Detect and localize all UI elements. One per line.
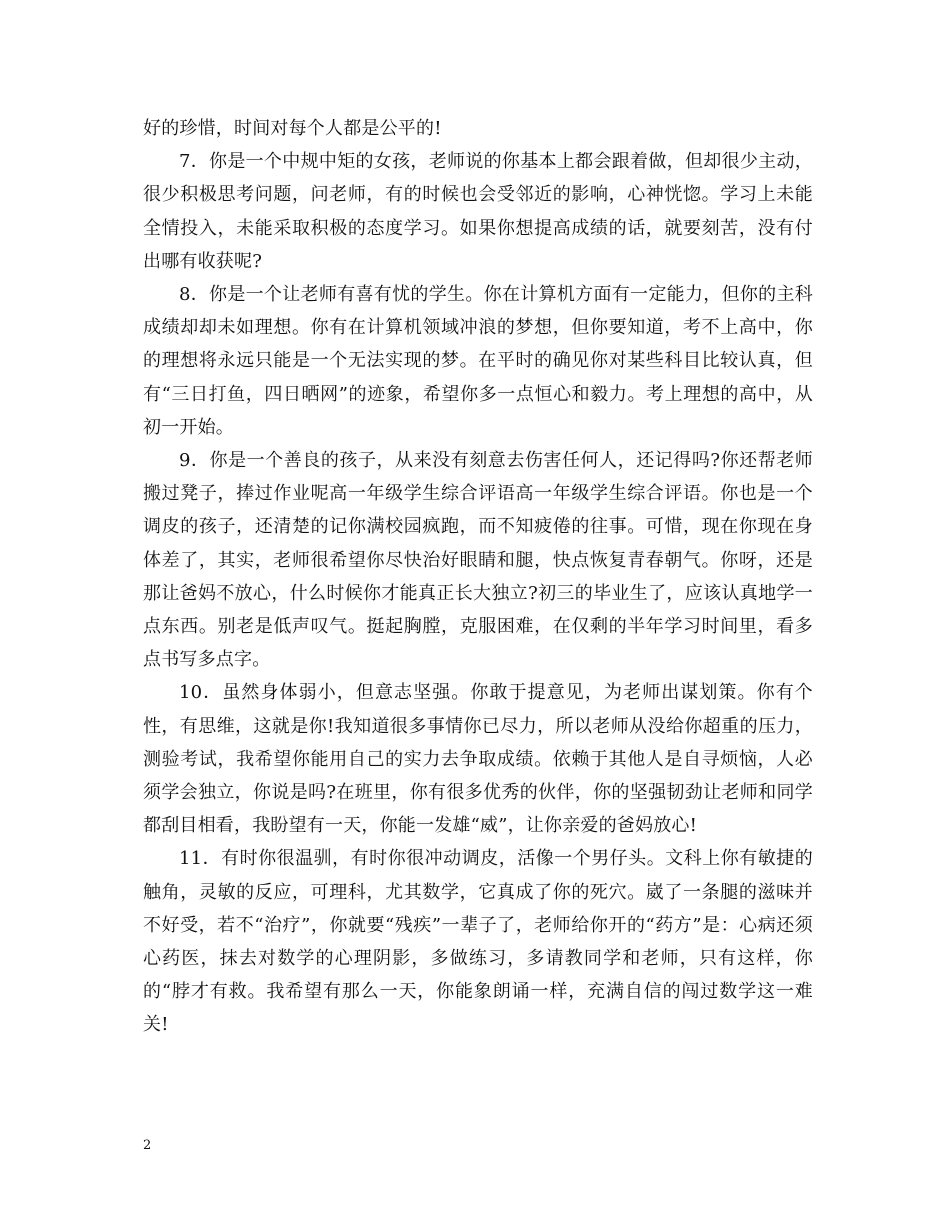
page-body — [143, 112, 813, 1042]
page-number: 2 — [143, 1138, 152, 1153]
paragraph-continuation: 好的珍惜，时间对每个人都是公平的! — [143, 118, 442, 139]
paragraph-item-7: 7．你是一个中规中矩的女孩，老师说的你基本上都会跟着做，但却很少主动，很少积极思考问题，问老师，有的时候也会受邻近的影响，心神恍惚。学习上未能全情投入，未能采取积极的态度学习。如果你想提高成绩的话，就要刻苦，没有付出哪有收获呢? — [143, 151, 813, 272]
paragraph-item-8: 8．你是一个让老师有喜有忧的学生。你在计算机方面有一定能力，但你的主科成绩却却未如理想。你有在计算机领域冲浪的梦想，但你要知道，考不上高中，你的理想将永远只能是一个无法实现的梦。在平时的确见你对某些科目比较认真，但有“三日打鱼，四日晒网”的迹象，希望你多一点恒心和毅力。考上理想的高中，从初一开始。 — [143, 284, 813, 438]
paragraph-item-11: 11．有时你很温驯，有时你很冲动调皮，活像一个男仔头。文科上你有敏捷的触角，灵敏的反应，可理科，尤其数学，它真成了你的死穴。崴了一条腿的滋味并不好受，若不“治疗”，你就要“残疾”一辈子了，老师给你开的“药方”是：心病还须心药医，抹去对数学的心理阴影，多做练习，多请教同学和老师，只有这样，你的“脖才有救。我希望有那么一天，你能象朗诵一样，充满自信的闯过数学这一难关! — [143, 848, 813, 1036]
paragraph-item-9: 9．你是一个善良的孩子，从来没有刻意去伤害任何人，还记得吗?你还帮老师搬过凳子，捧过作业呢高一年级学生综合评语高一年级学生综合评语。你也是一个调皮的孩子，还清楚的记你满校园疯跑，而不知疲倦的往事。可惜，现在你现在身体差了，其实，老师很希望你尽快治好眼睛和腿，快点恢复青春朝气。你呀，还是那让爸妈不放心，什么时候你才能真正长大独立?初三的毕业生了，应该认真地学一点东西。别老是低声叹气。挺起胸膛，克服困难，在仅剩的半年学习时间里，看多点书写多点字。 — [143, 450, 813, 671]
paragraph-item-10: 10．虽然身体弱小，但意志坚强。你敢于提意见，为老师出谋划策。你有个性，有思维，这就是你!我知道很多事情你已尽力，所以老师从没给你超重的压力，测验考试，我希望你能用自己的实力去争取成绩。依赖于其他人是自寻烦恼，人必须学会独立，你说是吗?在班里，你有很多优秀的伙伴，你的坚强韧劲让老师和同学都刮目相看，我盼望有一天，你能一发雄“威”，让你亲爱的爸妈放心! — [143, 682, 813, 837]
